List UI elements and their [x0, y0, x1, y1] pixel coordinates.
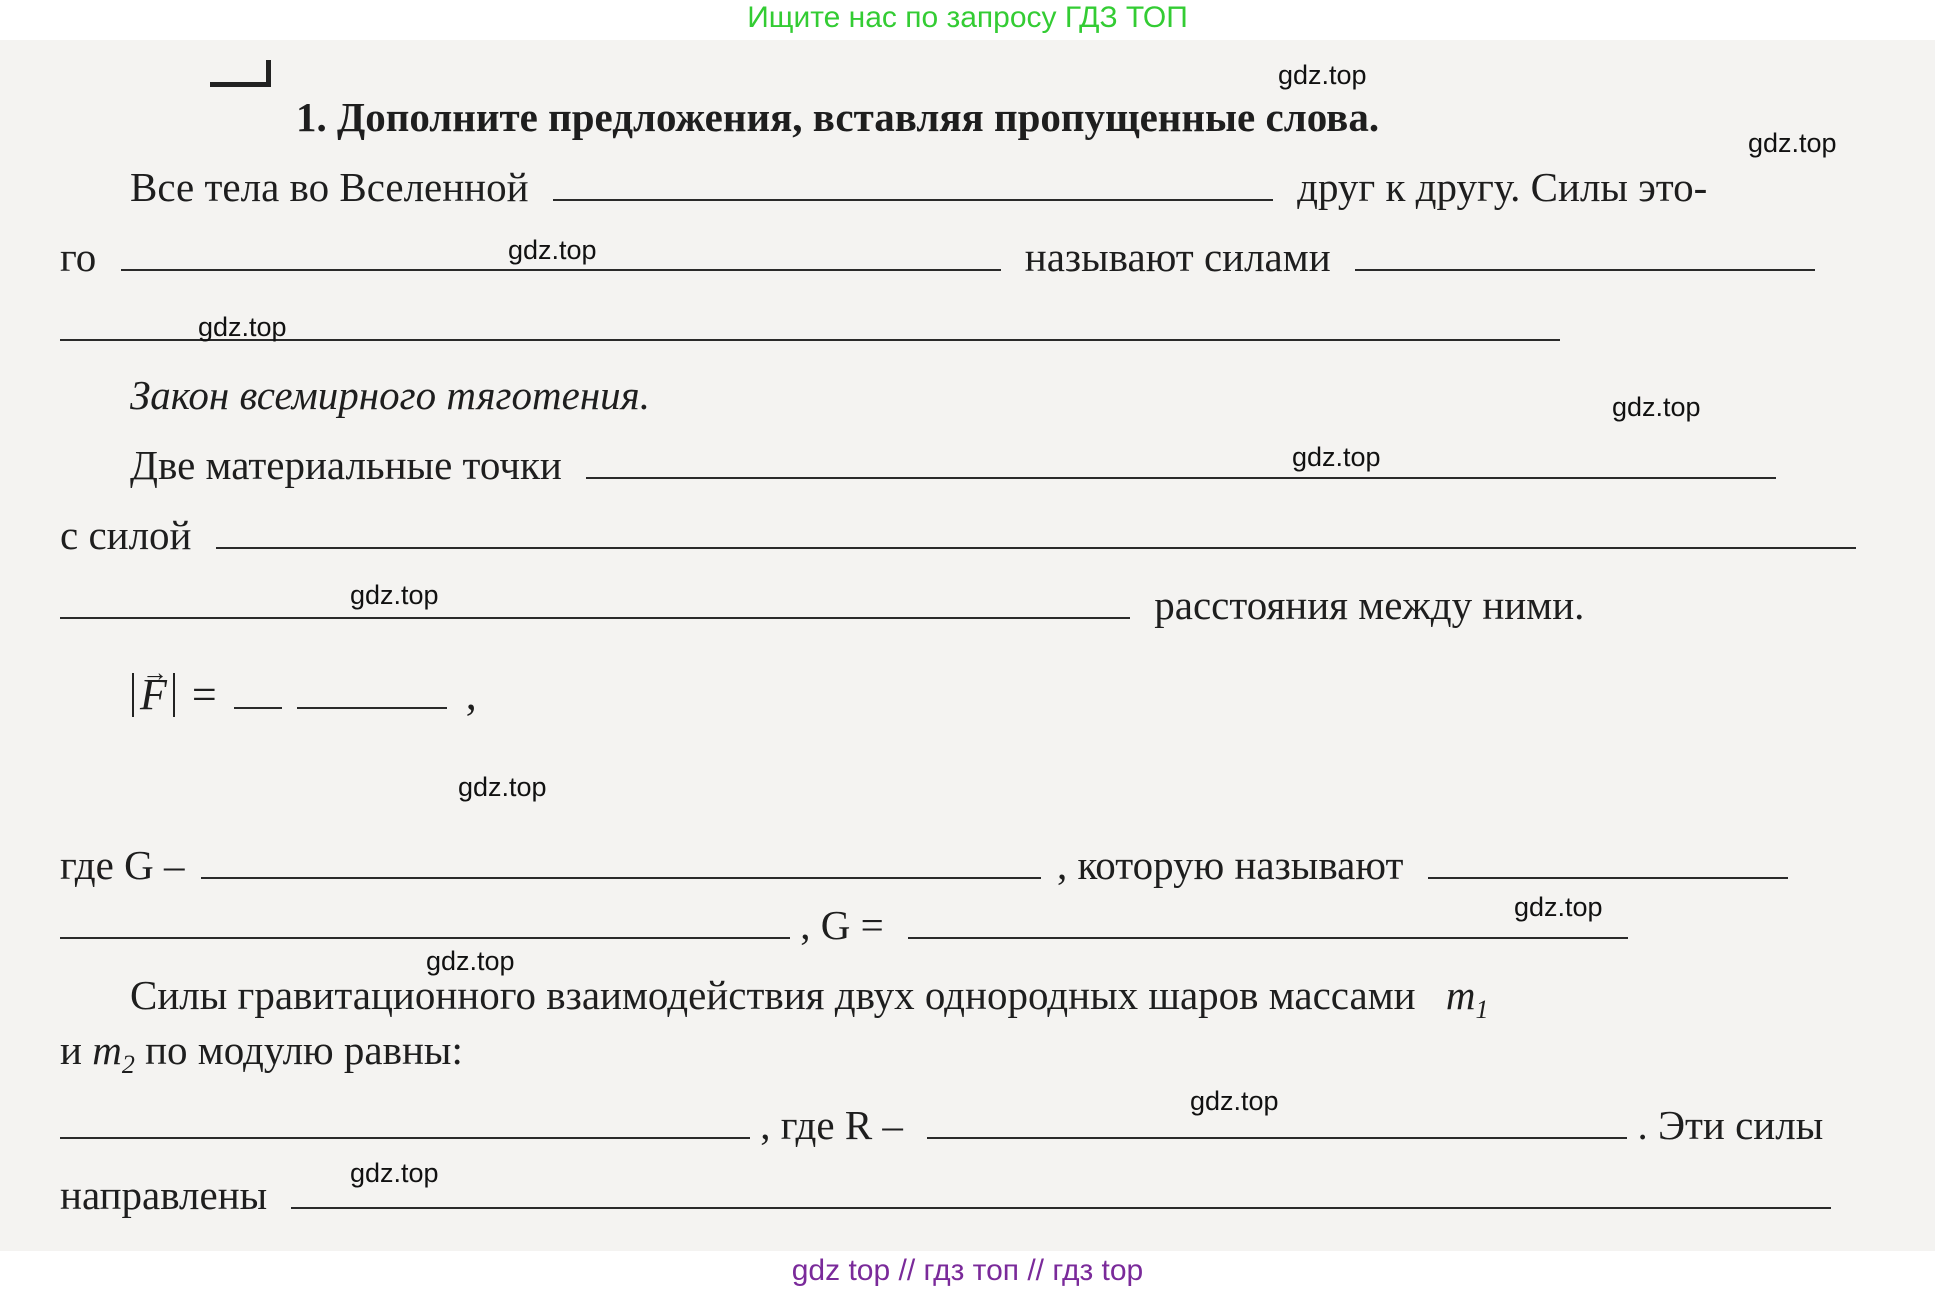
sentence-line-7: [60, 840, 1788, 890]
exercise-instruction: Дополните предложения, вставляя пропущенные слова.: [337, 94, 1380, 140]
answer-blank[interactable]: [60, 1103, 750, 1139]
vector-arrow: → F: [140, 673, 167, 717]
text-segment: Две материальные точки: [130, 442, 562, 488]
text-segment: направлены: [60, 1172, 268, 1218]
sentence-line-2: [60, 232, 1815, 282]
text-segment: называют силами: [1024, 234, 1331, 280]
watermark: gdz.top: [1278, 60, 1367, 90]
answer-blank[interactable]: [60, 583, 1130, 619]
watermark: gdz.top: [1190, 1086, 1279, 1116]
watermark: gdz.top: [1612, 392, 1701, 422]
answer-blank[interactable]: [216, 513, 1856, 549]
bottom-banner: gdz top // гдз топ // гдз top: [0, 1251, 1935, 1295]
sentence-line-6: [60, 580, 1584, 630]
text-segment: с силой: [60, 512, 192, 558]
equals-sign: =: [191, 670, 217, 719]
corner-mark: [210, 60, 271, 87]
variable-m: m: [92, 1027, 122, 1073]
text-segment: и: [60, 1027, 82, 1073]
text-segment: . Эти силы: [1637, 1102, 1824, 1148]
text-segment: го: [60, 234, 97, 280]
text-segment: Все тела во Вселенной: [130, 164, 529, 210]
answer-blank[interactable]: [586, 443, 1776, 479]
sentence-line-5: [60, 510, 1856, 560]
law-title: Закон всемирного тяготения.: [130, 372, 650, 418]
watermark: gdz.top: [350, 1158, 439, 1188]
watermark: gdz.top: [458, 772, 547, 802]
top-banner: Ищите нас по запросу ГДЗ ТОП: [0, 0, 1935, 40]
watermark: gdz.top: [1748, 128, 1837, 158]
sentence-line-12: [60, 1170, 1831, 1220]
mass-variable: [1445, 972, 1489, 1025]
sentence-line-4: [130, 440, 1776, 490]
watermark: gdz.top: [198, 312, 287, 342]
watermark: gdz.top: [350, 580, 439, 610]
text-segment: , где R –: [760, 1102, 903, 1148]
sentence-line-8: [60, 900, 1628, 950]
bleed-through: [60, 50, 68, 87]
text-segment: , G =: [800, 902, 884, 948]
gravity-formula: [132, 670, 477, 720]
text-segment: по модулю равны:: [145, 1027, 463, 1073]
watermark: gdz.top: [1514, 892, 1603, 922]
watermark: gdz.top: [426, 946, 515, 976]
comma: ,: [465, 670, 477, 719]
answer-blank[interactable]: [1355, 235, 1815, 271]
watermark: gdz.top: [508, 235, 597, 265]
mass-variable: [92, 1027, 135, 1080]
subscript: 1: [1475, 995, 1489, 1025]
scanned-page: [0, 40, 1935, 1260]
force-magnitude: [132, 670, 175, 719]
answer-blank[interactable]: [60, 903, 790, 939]
sentence-line-10: [60, 1025, 463, 1090]
text-segment: , которую называют: [1056, 842, 1404, 888]
sentence-line-11: [60, 1100, 1823, 1150]
text-segment: где G –: [60, 842, 185, 888]
watermark: gdz.top: [1292, 442, 1381, 472]
exercise-number: 1.: [296, 94, 327, 140]
answer-blank[interactable]: [297, 677, 447, 709]
text-segment: друг к другу. Силы это-: [1297, 164, 1708, 210]
subscript: 2: [121, 1050, 135, 1080]
answer-blank[interactable]: [553, 165, 1273, 201]
text-segment: Силы гравитационного взаимодействия двух однородных шаров массами: [130, 972, 1416, 1018]
sentence-line-1: [130, 162, 1707, 212]
exercise-heading: [296, 92, 1379, 142]
variable-m: m: [1445, 972, 1476, 1018]
answer-blank[interactable]: [291, 1173, 1831, 1209]
answer-blank[interactable]: [234, 677, 282, 709]
answer-blank[interactable]: [201, 843, 1041, 879]
text-segment: расстояния между ними.: [1154, 582, 1585, 628]
answer-blank[interactable]: [1428, 843, 1788, 879]
